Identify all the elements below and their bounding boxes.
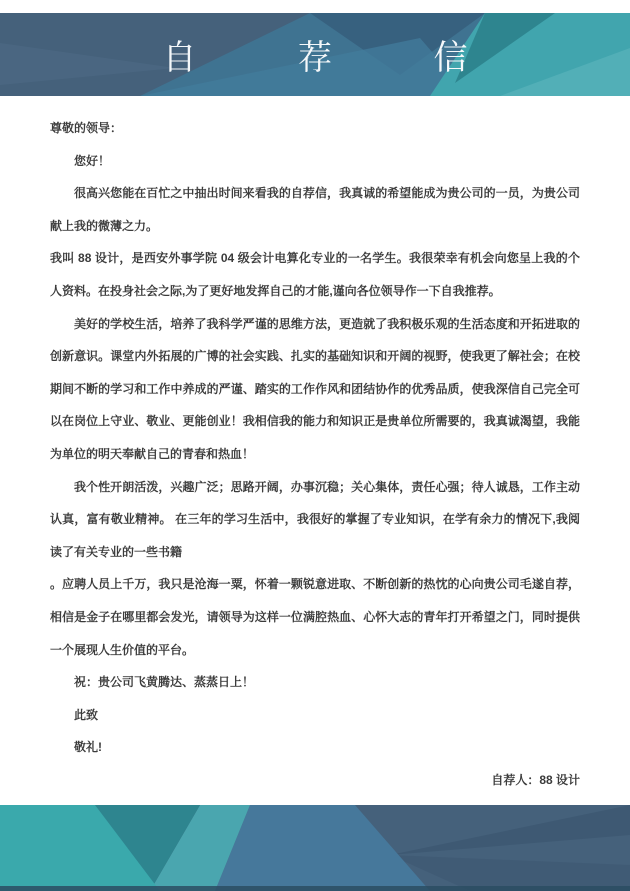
signature: 自荐人：88 设计	[491, 772, 580, 787]
footer-banner	[0, 805, 630, 891]
paragraph-greeting: 您好！	[74, 153, 111, 168]
paragraph-intro: 很高兴您能在百忙之中抽出时间来看我的自荐信，我真诚的希望能成为贵公司的一员，为贵公司献上我的微薄之力。	[50, 186, 580, 233]
page-title: 自 荐 信	[162, 39, 514, 77]
letter-body	[0, 96, 630, 805]
paragraph-jingli: 敬礼!	[74, 740, 102, 755]
header-banner	[0, 13, 630, 96]
paragraph-wish: 祝：贵公司飞黄腾达、蒸蒸日上！	[74, 675, 255, 690]
paragraph-appeal: 。应聘人员上千万，我只是沧海一粟，怀着一颗锐意进取、不断创新的热忱的心向贵公司毛遂自荐，相信是金子在哪里都会发光，请领导为这样一位满腔热血、心怀大志的青年打开希望之门，同时提供一个展现人生价值的平台。	[50, 577, 580, 657]
paragraph-self-introduction: 我叫 88 设计，是西安外事学院 04 级会计电算化专业的一名学生。我很荣幸有机会向您呈上我的个人资料。在投身社会之际,为了更好地发挥自己的才能,谨向各位领导作一下自我推荐。	[50, 251, 580, 298]
paragraph-personality: 我个性开朗活泼，兴趣广泛；思路开阔，办事沉稳；关心集体，责任心强；待人诚恳，工作主动认真，富有敬业精神。 在三年的学习生活中，我很好的掌握了专业知识，在学有余力的情况下,我阅读了有关专业的一些书籍	[50, 479, 580, 559]
salutation: 尊敬的领导：	[50, 121, 123, 135]
banner-polygon	[0, 886, 630, 891]
footer-polygon-art	[0, 805, 630, 891]
paragraph-cizhi: 此致	[74, 707, 99, 722]
paragraph-school-life: 美好的学校生活，培养了我科学严谨的思维方法，更造就了我积极乐观的生活态度和开拓进取的创新意识。课堂内外拓展的广博的社会实践、扎实的基础知识和开阔的视野，使我更了解社会；在校期间不断的学习和工作中养成的严谨、踏实的工作作风和团结协作的优秀品质，使我深信自己完全可以在岗位上守业、敬业、更能创业！我相信我的能力和知识正是贵单位所需要的，我真诚渴望，我能为单位的明天奉献自己的青春和热血！	[50, 316, 580, 461]
